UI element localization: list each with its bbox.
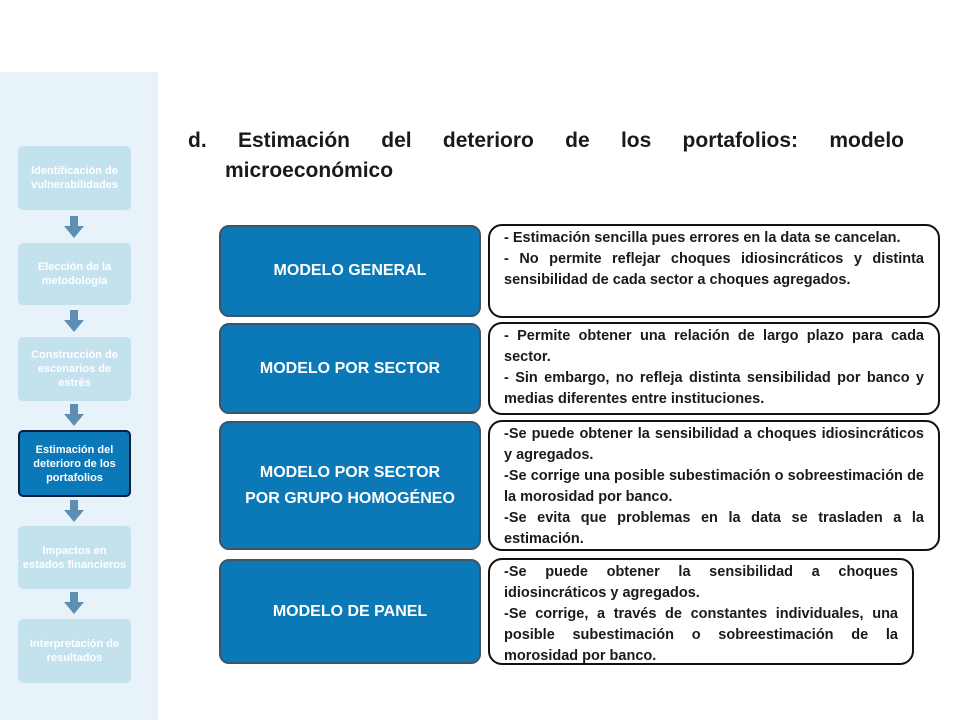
model-por-sector-description [488, 322, 940, 415]
model-general-description [488, 224, 940, 318]
description-point: - Estimación sencilla pues errores en la data se cancelan. [504, 230, 901, 246]
step-construccion[interactable] [18, 337, 131, 401]
description-point: - Permite obtener una relación de largo plazo para cada sector. [504, 328, 924, 365]
model-name: MODELO DE PANEL [272, 602, 428, 620]
description-point: - Sin embargo, no refleja distinta sensibilidad por banco y medias diferentes entre instituciones. [504, 370, 924, 407]
model-name: MODELO POR SECTOR [259, 359, 441, 377]
model-name: MODELO GENERAL [273, 262, 427, 279]
page-title-line2: microeconómico [225, 159, 394, 182]
model-general-box [219, 225, 481, 317]
arrow-down-icon [64, 404, 84, 426]
page-title: d. Estimación del deterioro de los portafolios: modelo [188, 129, 904, 152]
model-grupo-homogeneo-box [219, 421, 481, 550]
arrow-down-icon [64, 216, 84, 238]
arrow-down-icon [64, 500, 84, 522]
step-label: Estimación del deterioro de los portafolios [33, 443, 116, 484]
step-eleccion[interactable] [18, 243, 131, 305]
step-impactos[interactable] [18, 526, 131, 589]
step-label: Elección de la metodología [37, 261, 112, 287]
step-interpretacion[interactable] [18, 619, 131, 683]
step-estimacion-active[interactable] [18, 430, 131, 497]
model-grupo-homogeneo-description [488, 420, 940, 551]
description-point: -Se evita que problemas en la data se trasladen a la estimación. [504, 510, 924, 547]
model-por-sector-box [219, 323, 481, 414]
process-sidebar [0, 72, 158, 720]
step-label: Interpretación de resultados [29, 638, 120, 664]
model-name: MODELO POR SECTOR POR GRUPO HOMOGÉNEO [245, 463, 455, 507]
description-point: - No permite reflejar choques idiosincráticos y distinta sensibilidad de cada sector a choques agregados. [504, 251, 924, 288]
arrow-down-icon [64, 592, 84, 614]
step-identificacion[interactable] [18, 146, 131, 210]
step-label: Impactos en estados financieros [22, 544, 127, 571]
step-label: Identificación de vulnerabilidades [31, 165, 118, 191]
description-point: -Se corrige una posible subestimación o sobreestimación de la morosidad por banco. [504, 468, 924, 505]
description-point: -Se corrige, a través de constantes individuales, una posible subestimación o sobreestimación de la morosidad por banco. [504, 606, 898, 664]
model-panel-description [488, 558, 914, 665]
description-point: -Se puede obtener la sensibilidad a choques idiosincráticos y agregados. [504, 564, 898, 601]
description-point: -Se puede obtener la sensibilidad a choques idiosincráticos y agregados. [504, 426, 924, 463]
model-panel-box [219, 559, 481, 664]
arrow-down-icon [64, 310, 84, 332]
step-label: Construcción de escenarios de estrés [31, 349, 118, 389]
